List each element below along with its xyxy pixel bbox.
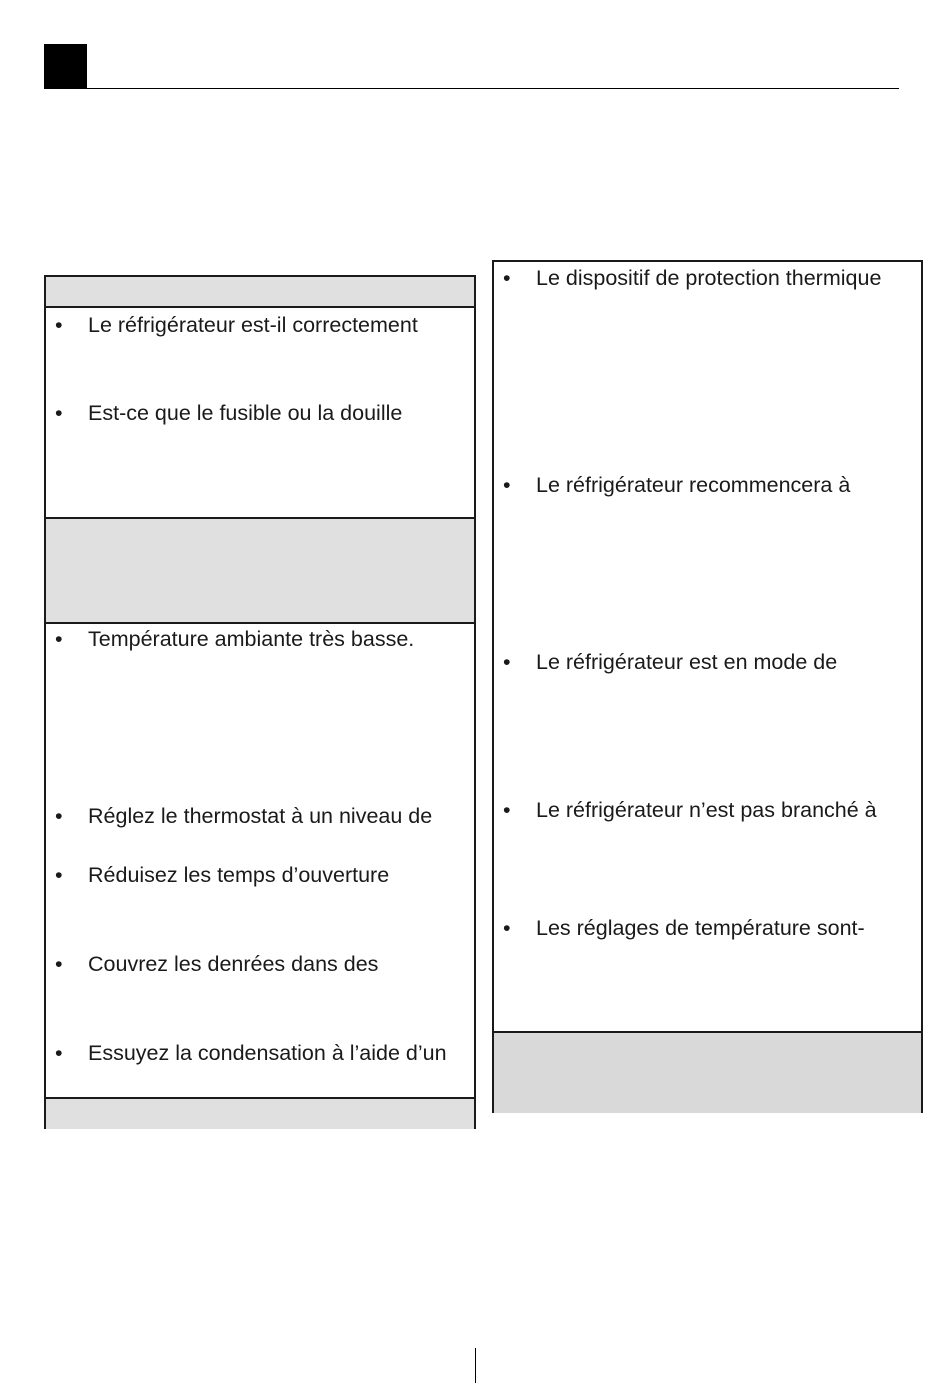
page-divider	[475, 1348, 476, 1383]
header-rule	[44, 88, 899, 89]
list-item-text: Le dispositif de protection thermique	[536, 266, 882, 290]
right-footer-band	[494, 1031, 921, 1113]
list-item-text: Couvrez les denrées dans des	[88, 952, 379, 976]
list-item-text: Les réglages de température sont-	[536, 916, 865, 940]
bullet-icon: •	[55, 804, 63, 828]
left-middle-band	[46, 517, 474, 624]
bullet-icon: •	[503, 473, 511, 497]
list-item-text: Température ambiante très basse.	[88, 627, 415, 651]
bullet-icon: •	[55, 627, 63, 651]
right-troubleshooting-box	[492, 260, 923, 1113]
bullet-icon: •	[55, 313, 63, 337]
list-item-text: Le réfrigérateur n’est pas branché à	[536, 798, 877, 822]
list-item-text: Le réfrigérateur est-il correctement	[88, 313, 418, 337]
left-troubleshooting-box	[44, 275, 476, 1129]
bullet-icon: •	[55, 1041, 63, 1065]
bullet-icon: •	[55, 952, 63, 976]
bullet-icon: •	[55, 401, 63, 425]
list-item-text: Réglez le thermostat à un niveau de	[88, 804, 433, 828]
bullet-icon: •	[55, 863, 63, 887]
list-item-text: Le réfrigérateur recommencera à	[536, 473, 851, 497]
section-marker	[44, 44, 87, 88]
bullet-icon: •	[503, 916, 511, 940]
left-header-band	[46, 277, 474, 308]
list-item-text: Essuyez la condensation à l’aide d’un	[88, 1041, 447, 1065]
list-item-text: Réduisez les temps d’ouverture	[88, 863, 390, 887]
bullet-icon: •	[503, 266, 511, 290]
list-item-text: Est-ce que le fusible ou la douille	[88, 401, 403, 425]
left-footer-band	[46, 1097, 474, 1129]
bullet-icon: •	[503, 650, 511, 674]
bullet-icon: •	[503, 798, 511, 822]
list-item-text: Le réfrigérateur est en mode de	[536, 650, 838, 674]
